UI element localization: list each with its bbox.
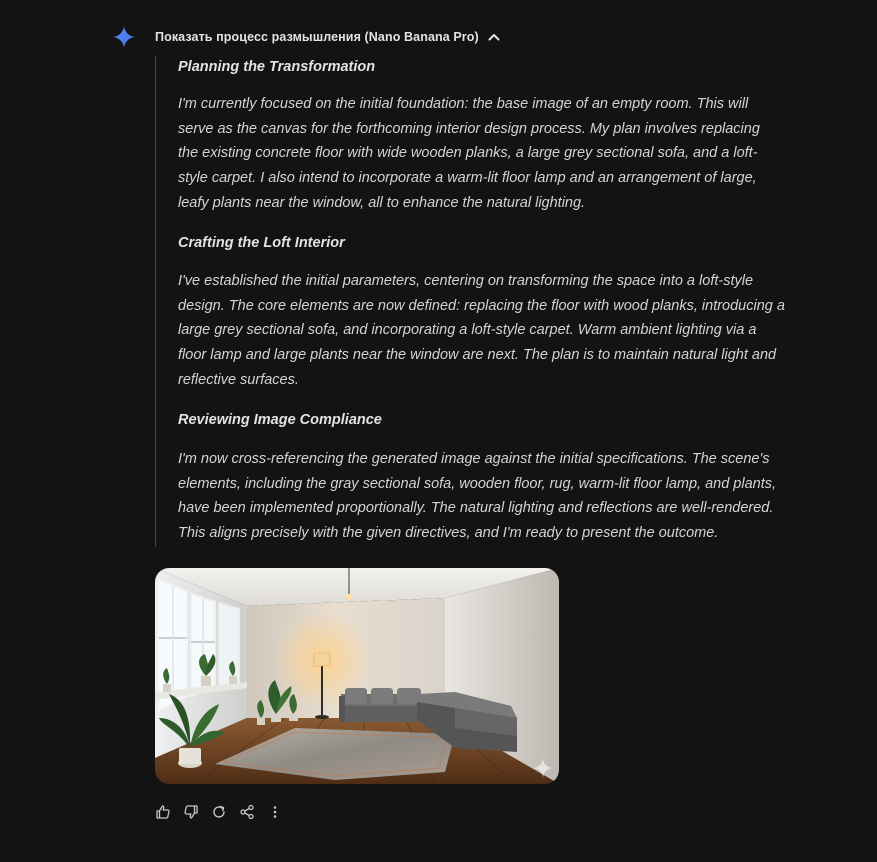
gemini-sparkle-icon	[112, 25, 136, 49]
regenerate-button[interactable]	[209, 802, 229, 822]
thumbs-down-icon	[183, 804, 199, 820]
thought-body: I'm currently focused on the initial foundation: the base image of an empty room. This will serve as the canvas for the forthcoming interior design process. My plan involves replacing the existing concrete floor with wide wooden planks, a large grey sectional sofa, and a loft-style carpet. I also intend to incorporate a warm-lit floor lamp and an arrangement of large, leafy plants near the window, all to enhance the natural lighting.	[178, 96, 760, 211]
response-actions	[153, 802, 285, 822]
thought-body: I'm now cross-referencing the generated image against the initial specifications. The scene's elements, including the gray sectional sofa, wooden floor, rug, warm-lit floor lamp, and plants, have been implemented proportionally. The natural lighting and reflections are well-rendered. This aligns precisely with the given directives, and I'm ready to present the outcome.	[178, 451, 777, 542]
like-button[interactable]	[153, 802, 173, 822]
thought-body: I've established the initial parameters, centering on transforming the space into a loft-style design. The core elements are now defined: replacing the floor with wood planks, introducing a large grey sectional sofa, and incorporating a loft-style carpet. Warm ambient lighting via a floor lamp and large plants near the window are next. The plan is to maintain natural light and reflective surfaces.	[178, 273, 785, 388]
show-thinking-toggle[interactable]	[155, 26, 501, 48]
more-options-button[interactable]	[265, 802, 285, 822]
regenerate-icon	[211, 804, 227, 820]
thought-title: Reviewing Image Compliance	[178, 412, 382, 428]
share-icon	[239, 804, 255, 820]
thought-title: Planning the Transformation	[178, 59, 376, 75]
generated-image[interactable]	[155, 568, 559, 784]
thoughts-panel	[155, 56, 795, 547]
share-button[interactable]	[237, 802, 257, 822]
dislike-button[interactable]	[181, 802, 201, 822]
thought-title: Crafting the Loft Interior	[178, 235, 345, 251]
chevron-up-icon	[487, 30, 501, 44]
more-vert-icon	[267, 804, 283, 820]
show-thinking-label: Показать процесс размышления (Nano Banana Pro)	[155, 30, 479, 44]
thumbs-up-icon	[155, 804, 171, 820]
loft-interior-illustration	[155, 568, 559, 784]
